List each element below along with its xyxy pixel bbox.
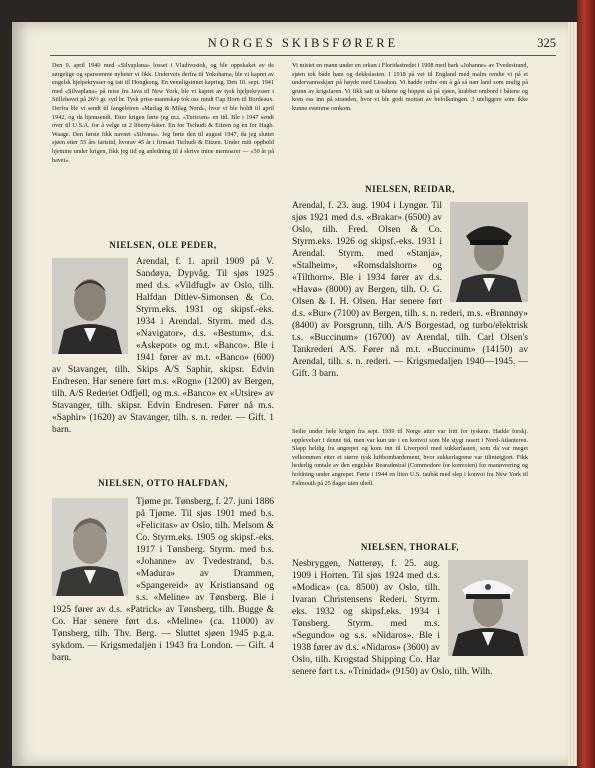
- right-column: [292, 62, 528, 698]
- entry-text-ole-peder: Arendal, f. 1. april 1909 på V. Sandøya, Dypvåg. Til sjøs 1925 med d.s. «Vildfugl» av Oslo, tilh. Halfdan Ditlev-Simonsen & Co. Styrm.eks. 1931 og skipsf.-eks. 1934 i Arendal. Styrm. med d.s. «Navigator», d.s. «Bestum», d.s. «Askepot» og m.t. «Banco». Ble i 1941 fører av m.t. «Banco» (600) av Stavanger, tilh. Skips A/S Saphir, skipsr. Edvin Endresen. Har senere ført m.s. «Rogn» (1200) av Bergen, tilh. A/S Rederiet Odfjell, og m.s. «Banco» ex «Utsire» av Stavanger, tilh. skipsr. Edvin Endresen. Fører nå m.s. «Saphir» (1620) av Stavanger, tilh. s. n. reder. — Gift. 1 barn.: [52, 257, 274, 435]
- left-column: [52, 62, 274, 666]
- entry-heading-reidar: NIELSEN, REIDAR,: [365, 184, 455, 194]
- page-edges: [567, 22, 577, 766]
- book-spine: [577, 0, 595, 768]
- memoir-text: Den 9. april 1940 med «Silvaplana» losset i Vladivostok, og ble oppskaket av de sørgelige og sparsomme nyheter vi fikk. Underveis derfra til Yokohama, ble vi kapret av engelsk hjelpekrysser og tatt til Hongkong. En vennligsinnet kapring. Den 10. sept. 1941 med «Silvaplana» på reise fra Java til New York, ble vi kapret av tysk hjelpekrysser i Stillehavet på 26½ gr. syd br. Tysk prise-mannskap tok oss rundt Cap Horn til Bordeaux. Derfra ble vi sendt til fangeleiren «Marlag & Milag Nord», hvor vi ble holdt til april 1942, og da hjemsendt. Etter krigen førte jeg m.t. «Turicum» en tid. Ble i 1947 sendt over til U.S.A. for å velge ut 2 liberty-båter. En for Tschudi & Eitzen og en for Hagb. Waage. Den første fikk navnet «Silvana». Jeg førte den til august 1947, da jeg sluttet sjøen etter 55 års fartstid, hvorav 45 år i firmaet Tschudi & Eitzen. Under mitt opphold hjemme under krigen, fikk jeg tid og anledning til å skrive mine memoarer — «50 år på havet».: [52, 62, 274, 164]
- portrait-photo: [52, 498, 128, 596]
- entry-text-thoralf: Nesbryggen, Nøtterøy, f. 25. aug. 1909 i Horten. Til sjøs 1924 med d.s. «Modica» (ca. 8500) av Oslo, tilh. Ivaran Christensens Rederi. Styrm. eks. 1932 og skipsf.eks. 1934 i Tønsberg. Styrm. med m.s. «Segundo» og s.s. «Nidaros». Ble i 1938 fører av d.s. «Nidaros» (3600) av Oslo, tilh. Krogstad Shipping Co. Har senere ført t.s. «Trinidad» (9150) av Oslo, tilh. Wilh.: [292, 559, 493, 677]
- entry-heading-otto-halfdan: NIELSEN, OTTO HALFDAN,: [98, 478, 228, 488]
- running-head: NORGES SKIBSFØRERE: [207, 36, 399, 50]
- page-number: 325: [537, 36, 556, 50]
- entry-heading-ole-peder: NIELSEN, OLE PEDER,: [109, 240, 217, 250]
- entry-reidar: [292, 200, 528, 426]
- entry-text-reidar: Arendal, f. 23. aug. 1904 i Lyngør. Til sjøs 1921 med d.s. «Brakar» (6500) av Oslo, tilh. Fred. Olsen & Co. Styrm.eks. 1926 og skipsf.-eks. 1931 i Arendal. Styrm. med «Stanja», «Stalheim», «Romsdalshorn» og «Tilthorn». Ble i 1934 fører av d.s. «Havø» (8000) av Bergen, tilh. O. G. Olsen & I. H. Olsen. Har senere ført d.s. «Bur» (7100) av Bergen, tilh. s. n. rederi, m.s. «Brønnøy» (8400) av Porsgrunn, tilh. A/S Borgestad, og turbo/elektrisk t.s. «Buccinum» (16700) av Arendal, tilh. Carl Olsen's Tankrederi A/S. Fører nå m.t. «Buccinum» (14150) av Arendal, tilh. s. n. rederi. — Krigsmedaljen 1940—1945. — Gift. 3 barn.: [292, 201, 528, 379]
- reidar-war-text: Seilte under hele krigen fra sept. 1939 til Norge atter var fritt for tyskere. Hadde forskj. opplevelser i denne tid, men var kun ute i en konvoi som ble stygt rasert i Nord-Atlanteren. Slapp heldig fra angrepet og kom inn til Liverpool med sukkerlasten, som da var meget velkommen etter et større tysk luftbombardement, hvor sukkerlagrene var tilintetgjort. Fikk hederlig omtale av den engelske Rearadmiral (Commodore for konvoien) for manøvrering og holdning under angrepet. Førte i 1944 en liten U.S. taubåt med slep i konvoi fra New York til Falmouth på 25 dager uten uhell.: [292, 428, 528, 487]
- portrait-photo: [448, 560, 528, 656]
- page-header: [50, 36, 556, 52]
- entry-heading-thoralf: NIELSEN, THORALF,: [360, 542, 460, 552]
- entry-text-otto-halfdan: Tjøme pr. Tønsberg, f. 27. juni 1886 på Tjøme. Til sjøs 1901 med b.s. «Felicitas» av Oslo, tilh. Melsom & Co. Styrm.eks. 1905 og skipsf.-eks. 1917 i Tønsberg. Styrm. med b.s. «Johanne» av Tvedestrand, b.s. «Madura» av Drammen, «Spangereid» av Kristiansand og s.s. «Meline» av Tønsberg. Ble i 1925 fører av d.s. «Patrick» av Tønsberg, tilh. Bugge & Co. Har senere ført d.s. «Meline» (ca. 11000) av Tønsberg, tilh. Thv. Berg. — Sluttet sjøen 1945 p.g.a. sykdom. — Krigsmedaljen i 1943 fra London. — Gift. 4 barn.: [52, 497, 274, 663]
- portrait-photo: [52, 258, 128, 354]
- portrait-photo: [450, 202, 528, 302]
- entry-thoralf: [292, 558, 528, 698]
- shipwreck-text: Vi mistet en mann under en orkan i Floridastredet i 1908 med bark «Johanne» av Tvedestrand, sjøen tok både ham og dekkslasten. I 1918 på vei til England med malm rendte vi på et undervannsskjær på høyde med Lissabon. Vi hadde ordre om å gå så nær land som mulig på grunn av krigsfaren. Vi fikk satt ut båtene og hoppet så på sjøen, krabbet ombord i båtene og kom oss inn på stranden, hvor vi ble godt mottatt av befolkningen. 3 uteliggere som ikke kunne svømme omkom.: [292, 62, 528, 112]
- entry-ole-peder: [52, 256, 274, 462]
- header-rule: [50, 55, 556, 56]
- entry-otto-halfdan: [52, 496, 274, 666]
